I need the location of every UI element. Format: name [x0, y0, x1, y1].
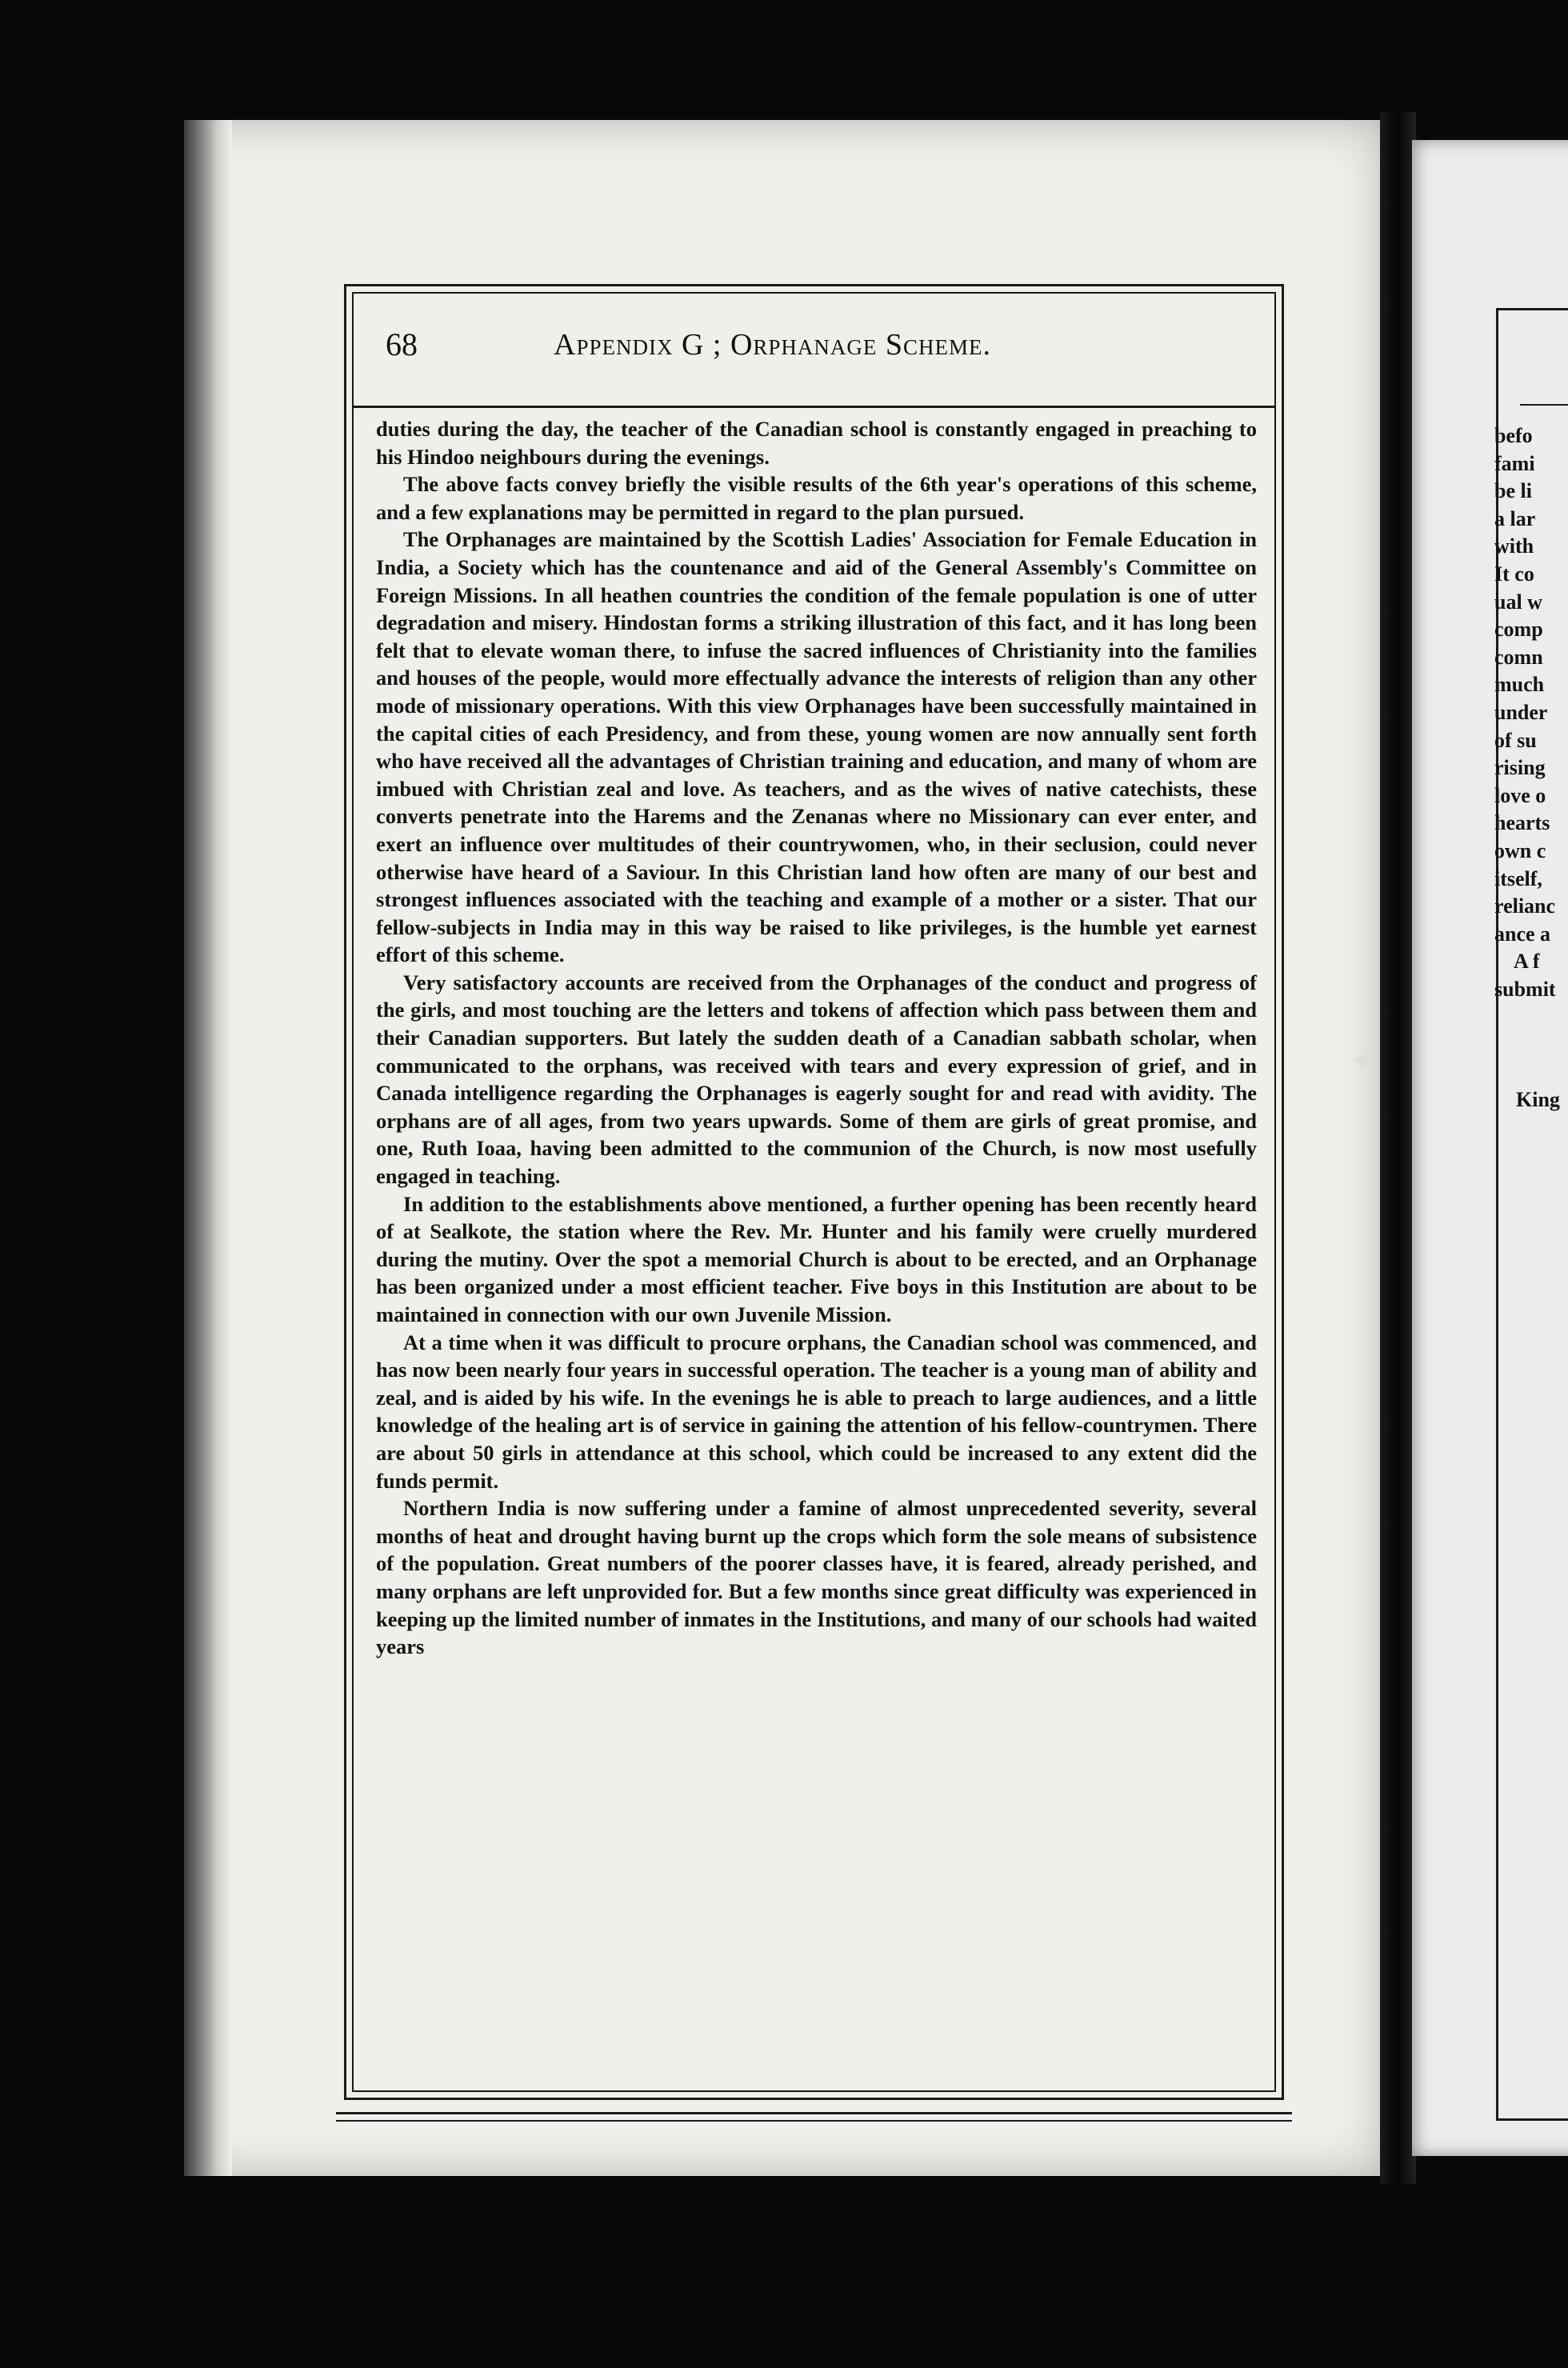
book-gutter	[1380, 112, 1416, 2184]
paragraph: Very satisfactory accounts are received from the Orphanages of the conduct and progress of the girls, and most touching are the letters and tokens of affection which pass between them and their Canadian supporters. But lately the sudden death of a Canadian sabbath scholar, when communicated to the orphans, was received with tears and every expression of grief, and in Canada intelligence regarding the Orphanages is eagerly sought for and read with avidity. The orphans are of all ages, from two years upwards. Some of them are girls of great promise, and one, Ruth Ioaa, having been admitted to the communion of the Church, is now most usefully engaged in teaching.	[376, 970, 1257, 1189]
text-block-inner-frame	[352, 292, 1276, 2092]
line-fragment: itself,	[1494, 866, 1542, 890]
line-fragment: comp	[1494, 618, 1543, 642]
bottom-rule-double	[336, 2120, 1292, 2122]
line-fragment: relianc	[1494, 894, 1556, 918]
line-fragment: of su	[1494, 728, 1537, 752]
right-page-bottom-fragment: King	[1516, 1088, 1560, 1111]
line-fragment: be li	[1494, 479, 1532, 503]
paragraph: In addition to the establishments above mentioned, a further opening has been recently heard of at Sealkote, the station where the Rev. Mr. Hunter and his family were cruelly murdered during the mutiny. Over the spot a memorial Church is about to be erected, and an Orphanage has been organized under a most efficient teacher. Five boys in this Institution are about to be maintained in connection with our own Juvenile Mission.	[376, 1191, 1257, 1326]
page-edge-shadow	[184, 120, 232, 2176]
line-fragment: much	[1494, 673, 1545, 697]
line-fragment: A f	[1514, 950, 1540, 974]
paragraph: At a time when it was difficult to procure orphans, the Canadian school was commenced, and has now been nearly four years in successful operation. The teacher is a young man of ability and zeal, and is aided by his wife. In the evenings he is able to preach to large audiences, and a little knowledge of the healing art is of service in gaining the attention of his fellow-countrymen. There are about 50 girls in attendance at this school, which could be increased to any extent did the funds permit.	[376, 1330, 1257, 1493]
body-text	[376, 415, 1257, 1661]
line-fragment: ance a	[1494, 922, 1551, 946]
line-fragment: hearts	[1494, 811, 1550, 835]
line-fragment: submit	[1494, 977, 1556, 1001]
text-block-frame	[344, 284, 1284, 2100]
page-header	[354, 294, 1274, 408]
line-fragment: It co	[1494, 562, 1534, 586]
line-fragment: a lar	[1494, 506, 1536, 530]
line-fragment: fami	[1494, 451, 1535, 475]
line-fragment: love o	[1494, 783, 1546, 807]
line-fragment: comn	[1494, 645, 1543, 669]
line-fragment: befo	[1494, 424, 1533, 447]
line-fragment: with	[1494, 534, 1534, 558]
right-page-header-rule	[1520, 404, 1568, 406]
paragraph: Northern India is now suffering under a famine of almost unprecedented severity, several months of heat and drought having burnt up the crops which form the sole means of subsistence of the population. Great numbers of the poorer classes have, it is feared, already perished, and many orphans are left unprovided for. But a few months since great difficulty was experienced in keeping up the limited number of inmates in the Institutions, and many of our schools had waited years	[376, 1496, 1257, 1659]
right-page-text-fragments	[1494, 422, 1568, 1003]
line-fragment: own c	[1494, 838, 1546, 862]
line-fragment: under	[1494, 700, 1548, 724]
line-fragment: ual w	[1494, 590, 1542, 614]
bottom-rule	[336, 2112, 1292, 2114]
page-tab-marker-icon: ✦	[1352, 1048, 1373, 1076]
running-head: Appendix G ; Orphanage Scheme.	[554, 328, 992, 362]
paragraph: The Orphanages are maintained by the Scottish Ladies' Association for Female Education in India, a Society which has the countenance and aid of the General Assembly's Committee on Foreign Missions. In all heathen countries the condition of the female population is one of utter degradation and misery. Hindostan forms a striking illustration of this fact, and it has long been felt that to elevate woman there, to infuse the sacred influences of Christianity into the families and houses of the people, would more effectually advance the interests of religion than any other mode of missionary operations. With this view Orphanages have been successfully maintained in the capital cities of each Presidency, and from these, young women are now annually sent forth who have received all the advantages of Christian training and education, and many of whom are imbued with Christian zeal and love. As teachers, and as the wives of native catechists, these converts penetrate into the Harems and the Zenanas where no Missionary can ever enter, and exert an influence over multitudes of their countrywomen, who, in their seclusion, could never otherwise have heard of a Saviour. In this Christian land how often are many of our best and strongest influences associated with the teaching and example of a mother or a sister. That our fellow-subjects in India may in this way be raised to like privileges, is the humble yet earnest effort of this scheme.	[376, 527, 1257, 967]
line-fragment: rising	[1494, 756, 1546, 780]
page-number: 68	[386, 326, 418, 362]
paragraph: The above facts convey briefly the visible results of the 6th year's operations of this scheme, and a few explanations may be permitted in regard to the plan pursued.	[376, 472, 1257, 524]
paragraph: duties during the day, the teacher of the Canadian school is constantly engaged in preaching to his Hindoo neighbours during the evenings.	[376, 417, 1257, 469]
